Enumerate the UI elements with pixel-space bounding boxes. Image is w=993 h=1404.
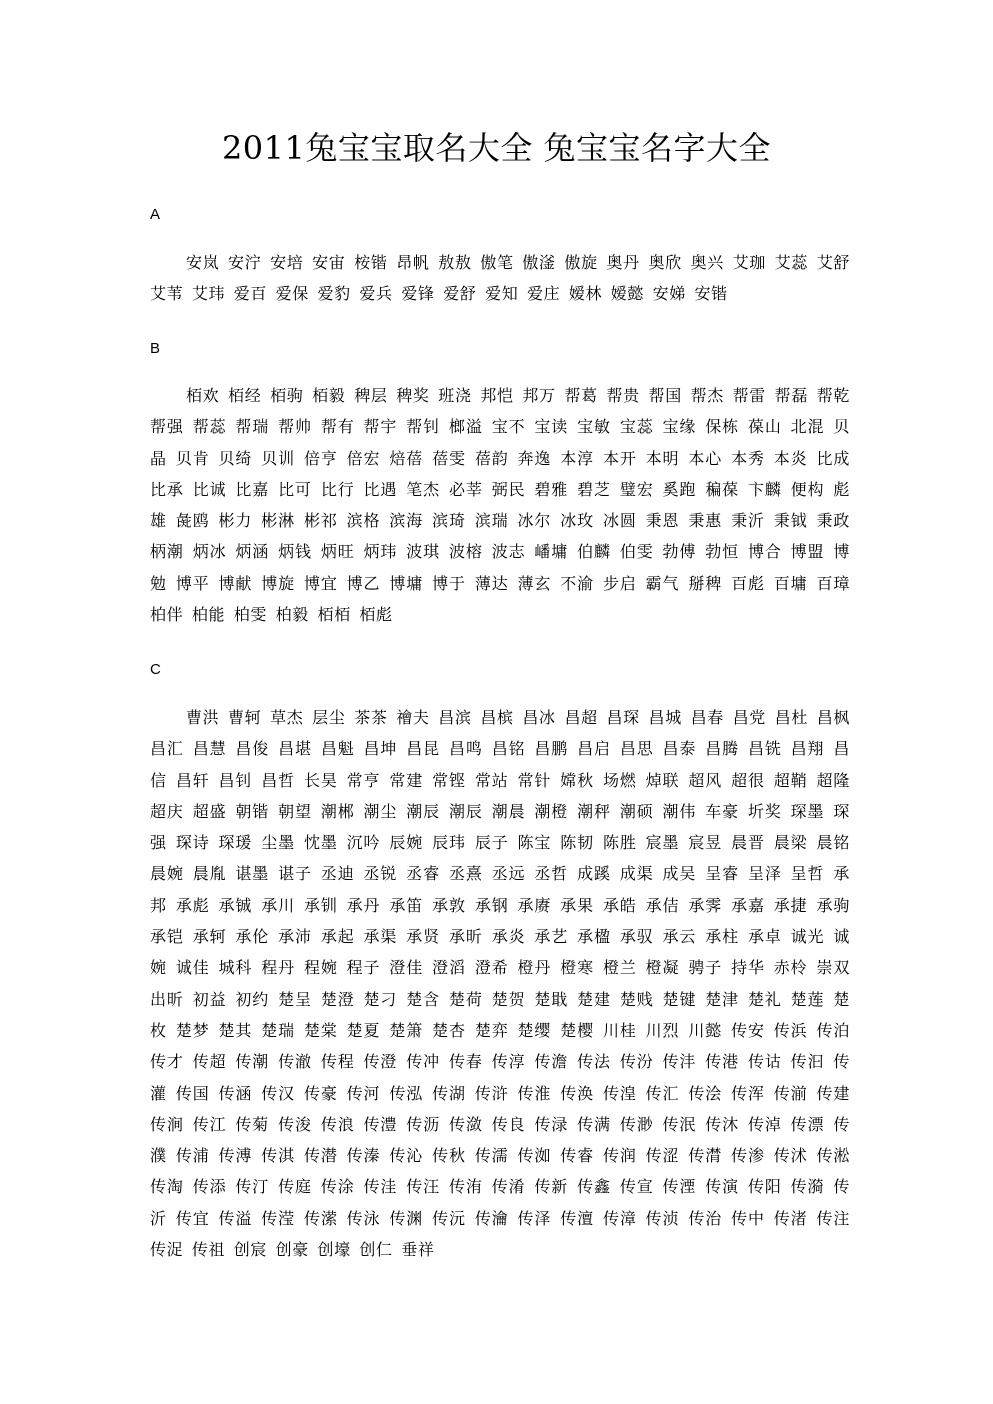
section-letter-b: B [150,340,161,357]
document-title: 2011兔宝宝取名大全 兔宝宝名字大全 [221,129,772,167]
section-names-b: 栢欢 栢经 栢驹 栢毅 稗层 稗奖 班浇 邦恺 邦万 帮葛 帮贵 帮国 帮杰 帮雷 帮磊 帮乾 帮强 帮蕊 帮瑞 帮帅 帮有 帮宇 帮钊 榔溢 宝不 宝读 宝敏 宝蕊 宝缘 保栋 葆山 北混 贝晶 贝肯 贝绮 贝训 倍亨 倍宏 焙蓓 蓓雯 蓓韵 奔逸 本淳 本开 本明 本心 本秀 本炎 比成 比承 比诚 比嘉 比可 比行 比遇 笔杰 必莘 弼民 碧雅 碧芝 璧宏 奚跑 稨葆 卞麟 便构 彪雄 彘鸥 彬力 彬淋 彬祁 滨格 滨海 滨琦 滨瑞 冰尔 冰玫 冰圆 秉恩 秉惠 秉沂 秉钺 秉政 柄潮 炳冰 炳涵 炳钱 炳旺 炳玮 波琪 波榕 波志 嶓墉 伯麟 伯雯 勃傅 勃恒 博合 博盟 博勉 博平 博献 博旋 博宜 博乙 博墉 博于 薄达 薄玄 不渝 步启 霸气 掰稗 百彪 百墉 百璋 柏伴 柏能 柏雯 柏毅 栢栢 栢彪 [150,386,850,625]
section-names-a: 安岚 安泞 安培 安宙 桉锴 昂帆 敖敖 傲笔 傲滏 傲旋 奥丹 奥欣 奥兴 艾珈 艾蕊 艾舒 艾苇 艾玮 爱百 爱保 爱豹 爱兵 爱锋 爱舒 爱知 爱庄 嫒林 嫒懿 安娣 安锴 [150,253,850,304]
section-letter-c: C [150,661,161,678]
section-names-c: 曹洪 曹轲 草杰 层尘 茶茶 禬夫 昌滨 昌槟 昌冰 昌超 昌琛 昌城 昌春 昌党 昌杜 昌枫 昌汇 昌慧 昌俊 昌堪 昌魁 昌坤 昌昆 昌鸣 昌铭 昌鹏 昌启 昌思 昌泰 昌腾 昌铣 昌翔 昌信 昌轩 昌钊 昌哲 长昊 常亨 常建 常铿 常站 常针 嫦秋 场燃 焯联 超风 超很 超鞘 超隆 超庆 超盛 朝锴 朝望 潮郴 潮尘 潮辰 潮辰 潮晨 潮橙 潮秤 潮硕 潮伟 车豪 圻奖 琛墨 琛强 琛诗 琛瑗 尘墨 忱墨 沉吟 辰婉 辰玮 辰子 陈宝 陈韧 陈胜 宸墨 宸昱 晨晋 晨梁 晨铭 晨婉 晨胤 谌墨 谌子 丞迪 丞锐 丞睿 丞熹 丞远 丞哲 成蹊 成渠 成吴 呈睿 呈泽 呈哲 承邦 承彪 承铖 承川 承钏 承丹 承笛 承敦 承钢 承赓 承果 承皓 承佶 承霁 承嘉 承捷 承驹 承铠 承轲 承伦 承沛 承起 承渠 承贤 承昕 承炎 承艺 承楹 承驭 承云 承柱 承卓 诚光 诚婉 诚佳 城科 程丹 程婉 程子 澄佳 澄滔 澄希 橙丹 橙寒 橙兰 橙凝 骋子 持华 赤柃 崇双 出昕 初益 初约 楚呈 楚澄 楚刁 楚含 楚荷 楚贺 楚戢 楚建 楚贱 楚键 楚津 楚礼 楚莲 楚枚 楚梦 楚其 楚瑞 楚棠 楚夏 楚箫 楚杏 楚弈 楚缨 楚樱 川桂 川烈 川懿 传安 传浜 传泊 传才 传超 传潮 传澈 传程 传澄 传冲 传春 传淳 传澹 传法 传汾 传沣 传港 传诂 传汩 传灌 传国 传涵 传汉 传豪 传河 传泓 传湖 传浒 传淮 传涣 传湟 传汇 传浍 传浑 传湔 传建 传涧 传江 传菊 传浚 传浪 传澧 传沥 传潋 传良 传渌 传满 传渺 传泯 传沐 传淖 传漂 传濮 传浦 传溥 传淇 传潜 传溱 传沁 传秋 传濡 传洳 传睿 传润 传涩 传潸 传渗 传沭 传淞 传淘 传添 传汀 传庭 传涂 传洼 传汪 传洧 传淆 传新 传鑫 传宣 传湮 传演 传阳 传漪 传沂 传宜 传溢 传滢 传潆 传泳 传渊 传沅 传瀹 传泽 传澶 传漳 传浈 传治 传中 传渚 传注 传浞 传祖 创宸 创豪 创壕 创仁 垂祥 [150,708,850,1260]
section-letter-a: A [150,206,161,223]
